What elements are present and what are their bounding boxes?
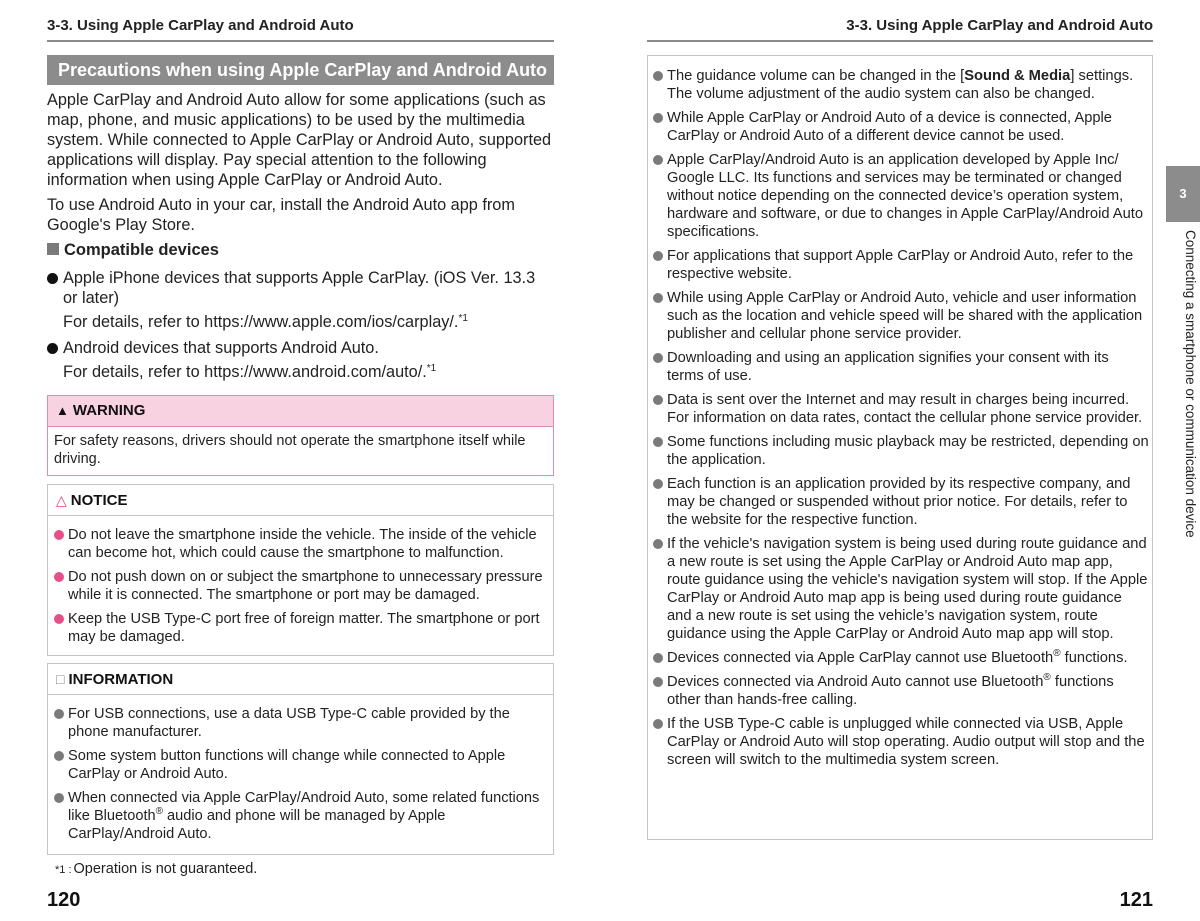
list-item: [653, 535, 1149, 643]
item-detail: [47, 312, 554, 332]
running-header: 3-3. Using Apple CarPlay and Android Auto: [846, 17, 1153, 34]
bullet-icon: [54, 614, 64, 624]
intro-paragraph: Apple CarPlay and Android Auto allow for some applications (such as map, phone, and music applications) to be used by the multimedia system. While connected to Apple CarPlay or Android Auto, supported applications will display. Pay special attention to the following information when using Apple CarPlay or Android Auto.: [47, 91, 552, 189]
list-item: [653, 289, 1149, 343]
list-item: [54, 610, 547, 646]
item-text: Some functions including music playback may be restricted, depending on the application.: [667, 434, 1149, 468]
list-item: [54, 568, 547, 604]
intro-paragraph: To use Android Auto in your car, install the Android Auto app from Google's Play Store.: [47, 196, 515, 234]
warning-box: [47, 395, 554, 476]
footnote-ref: *1: [426, 363, 437, 374]
footnote: [55, 861, 257, 877]
chapter-tab: 3: [1166, 166, 1200, 222]
compatible-devices-heading: [47, 241, 219, 260]
list-item: [653, 433, 1149, 469]
list-item: [54, 747, 547, 783]
item-text: Some system button functions will change while connected to Apple CarPlay or Android Auto.: [68, 748, 506, 782]
item-text: If the USB Type-C cable is unplugged while connected via USB, Apple CarPlay or Android Auto will stop operating. Audio output will stop and the screen will switch to the multimedia system screen.: [667, 716, 1145, 768]
page-number: 120: [47, 889, 81, 911]
item-text: functions other than hands-free calling.: [667, 674, 1114, 708]
item-text: While Apple CarPlay or Android Auto of a device is connected, Apple CarPlay or Android Auto of a different device cannot be used.: [667, 110, 1112, 144]
item-text: Do not leave the smartphone inside the vehicle. The inside of the vehicle can become hot, which could cause the smartphone to malfunction.: [68, 527, 537, 561]
bullet-icon: [653, 353, 663, 363]
bullet-icon: [653, 293, 663, 303]
bullet-icon: [653, 539, 663, 549]
list-item: [653, 67, 1149, 103]
header-rule: [647, 40, 1153, 42]
notice-title: NOTICE: [70, 492, 128, 509]
item-text: audio and phone will be managed by Apple CarPlay/Android Auto.: [68, 808, 446, 842]
notice-list: [48, 516, 553, 646]
list-item: [653, 715, 1149, 769]
bullet-icon: [653, 479, 663, 489]
item-text: Data is sent over the Internet and may result in charges being incurred. For information on data rates, contact the cellular phone service provider.: [667, 392, 1143, 426]
list-item: [47, 338, 554, 358]
heading-label: Compatible devices: [64, 241, 219, 259]
detail-text: For details, refer to https://www.apple.com/ios/carplay/.: [63, 313, 459, 331]
section-title: Precautions when using Apple CarPlay and Android Auto: [47, 55, 554, 85]
item-text: functions.: [1060, 650, 1128, 666]
bullet-icon: [47, 273, 58, 284]
bullet-icon: [54, 709, 64, 719]
running-header: 3-3. Using Apple CarPlay and Android Auto: [47, 17, 354, 34]
list-item: [653, 247, 1149, 283]
list-item: [653, 109, 1149, 145]
bullet-icon: [653, 437, 663, 447]
warning-title: WARNING: [72, 402, 146, 419]
item-text: The guidance volume can be changed in the [: [667, 68, 965, 84]
item-text: While using Apple CarPlay or Android Auto, vehicle and user information such as the location and vehicle speed will be shared with the application publisher and cellular phone service provider.: [667, 290, 1143, 342]
square-bullet-icon: [47, 243, 59, 255]
item-detail: [47, 362, 554, 382]
warning-triangle-icon: ▲: [56, 403, 69, 418]
item-text: When connected via Apple CarPlay/Android Auto, some related functions like Bluetooth: [68, 790, 540, 824]
compatible-devices-list: [47, 268, 554, 388]
bullet-icon: [653, 71, 663, 81]
information-list: [48, 695, 553, 843]
item-text: Do not push down on or subject the smartphone to unnecessary pressure while it is connected. The smartphone or port may be damaged.: [68, 569, 543, 603]
item-text: Android devices that supports Android Auto.: [63, 339, 379, 357]
bullet-icon: [47, 343, 58, 354]
book-icon: □: [56, 671, 65, 687]
footnote-mark: *1 :: [55, 864, 72, 876]
information-title: INFORMATION: [68, 671, 174, 688]
page-number: 121: [1119, 889, 1153, 911]
list-item: [653, 475, 1149, 529]
detail-text: For details, refer to https://www.android.com/auto/.: [63, 363, 427, 381]
list-item: [653, 151, 1149, 241]
bullet-icon: [653, 719, 663, 729]
list-item: [54, 789, 547, 843]
header-rule: [47, 40, 554, 42]
bullet-icon: [653, 113, 663, 123]
registered-mark: ®: [1043, 672, 1051, 683]
item-text: ] settings. The volume adjustment of the audio system can also be changed.: [667, 68, 1134, 102]
item-text: Apple CarPlay/Android Auto is an application developed by Apple Inc/ Google LLC. Its functions and services may be terminated or changed without notice depending on the connected device’s operation system, hardware and software, or due to changes in Apple CarPlay/Android Auto specifications.: [667, 152, 1144, 240]
information-header: [48, 664, 553, 695]
information-box: [47, 663, 554, 855]
list-item: [653, 649, 1149, 667]
bullet-icon: [653, 251, 663, 261]
item-text: Downloading and using an application signifies your consent with its terms of use.: [667, 350, 1109, 384]
item-text: For USB connections, use a data USB Type-C cable provided by the phone manufacturer.: [68, 706, 510, 740]
footnote-ref: *1: [458, 313, 468, 324]
bullet-icon: [653, 395, 663, 405]
registered-mark: ®: [155, 806, 163, 817]
item-text: Keep the USB Type-C port free of foreign matter. The smartphone or port may be damaged.: [68, 611, 540, 645]
settings-label: Sound & Media: [964, 68, 1071, 84]
item-text: Devices connected via Apple CarPlay cannot use Bluetooth: [667, 650, 1054, 666]
caution-triangle-icon: △: [56, 492, 67, 508]
list-item: [653, 673, 1149, 709]
bullet-icon: [54, 572, 64, 582]
warning-text: For safety reasons, drivers should not operate the smartphone itself while driving.: [54, 433, 526, 467]
registered-mark: ®: [1053, 648, 1061, 659]
list-item: [653, 391, 1149, 427]
bullet-icon: [54, 793, 64, 803]
footnote-text: Operation is not guaranteed.: [73, 861, 258, 877]
bullet-icon: [653, 653, 663, 663]
bullet-icon: [653, 677, 663, 687]
list-item: [47, 268, 554, 308]
intro-text: [47, 90, 554, 240]
notice-header: [48, 485, 553, 516]
bullet-icon: [54, 530, 64, 540]
bullet-icon: [54, 751, 64, 761]
notice-box: [47, 484, 554, 656]
list-item: [653, 349, 1149, 385]
item-text: If the vehicle's navigation system is being used during route guidance and a new route is set using the Apple CarPlay or Android Auto map app, route guidance using the vehicle's navigation system will stop. If the Apple CarPlay or Android Auto map app is being used during route guidance and a new route is set using the vehicle’s navigation system, route guidance using the Apple CarPlay or Android Auto map app will stop.: [667, 536, 1148, 642]
information-continued-list: [653, 67, 1149, 775]
item-text: Devices connected via Android Auto cannot use Bluetooth: [667, 674, 1044, 690]
item-text: For applications that support Apple CarPlay or Android Auto, refer to the respective website.: [667, 248, 1134, 282]
list-item: [54, 526, 547, 562]
bullet-icon: [653, 155, 663, 165]
list-item: [54, 705, 547, 741]
warning-header: [48, 396, 553, 427]
item-text: Apple iPhone devices that supports Apple CarPlay. (iOS Ver. 13.3 or later): [63, 269, 536, 307]
item-text: Each function is an application provided by its respective company, and may be changed or suspended without prior notice. For details, refer to the website for the respective function.: [667, 476, 1131, 528]
chapter-title: Connecting a smartphone or communication device: [1183, 230, 1198, 538]
